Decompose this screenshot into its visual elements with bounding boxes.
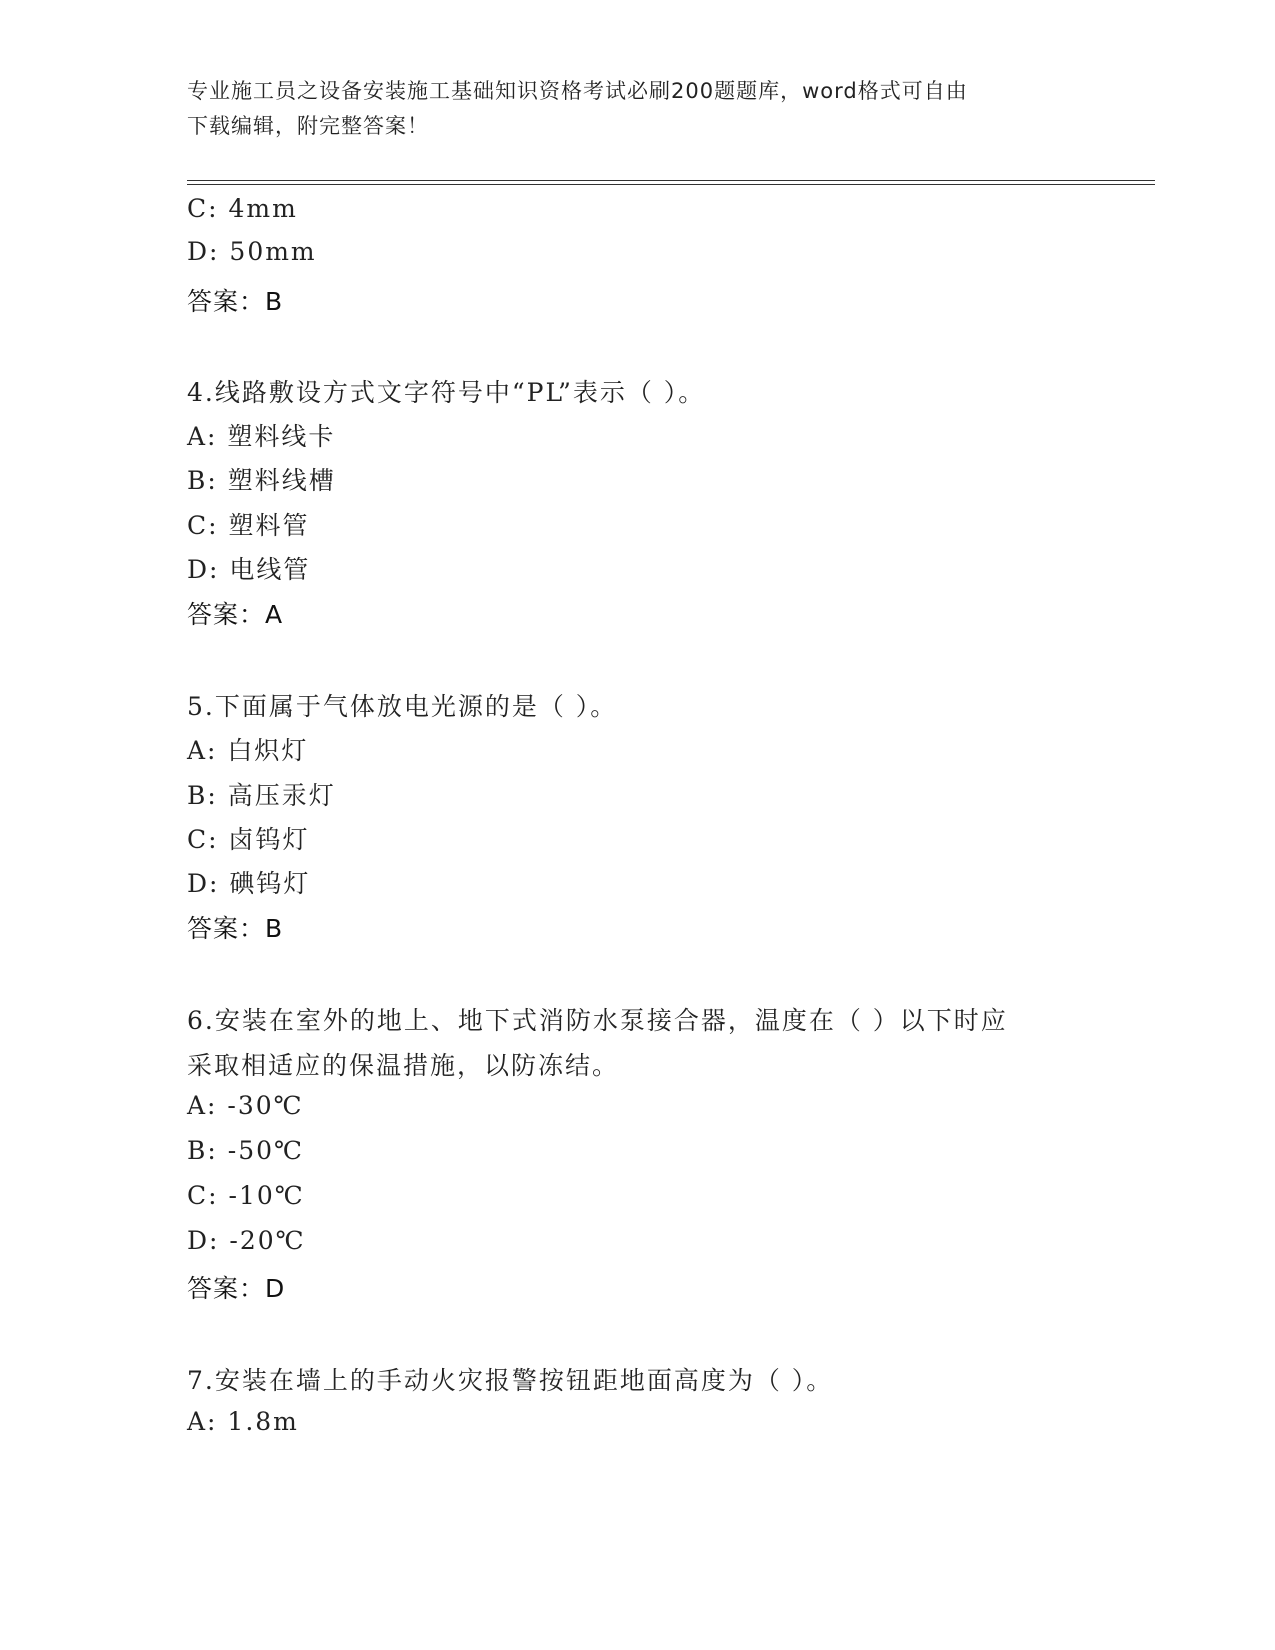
q5-answer: 答案：B bbox=[187, 914, 284, 943]
q7-option-a: A: 1.8m bbox=[187, 1407, 299, 1436]
q5-option-b: B: 高压汞灯 bbox=[187, 781, 336, 810]
header-line-2: 下载编辑，附完整答案！ bbox=[187, 114, 429, 138]
header-divider-bottom bbox=[187, 184, 1155, 185]
header-line-1: 专业施工员之设备安装施工基础知识资格考试必刷200题题库，word格式可自由 bbox=[187, 79, 968, 103]
q4-option-b: B: 塑料线槽 bbox=[187, 466, 336, 495]
q3-answer: 答案：B bbox=[187, 287, 284, 316]
q5-option-c: C: 卤钨灯 bbox=[187, 825, 310, 854]
q5-stem: 5.下面属于气体放电光源的是（ ）。 bbox=[187, 692, 618, 721]
q5-option-a: A: 白炽灯 bbox=[187, 736, 309, 765]
q3-option-c: C: 4mm bbox=[187, 194, 298, 223]
q5-option-d: D: 碘钨灯 bbox=[187, 869, 311, 898]
q6-option-c: C: -10℃ bbox=[187, 1181, 305, 1210]
q4-option-d: D: 电线管 bbox=[187, 555, 311, 584]
q6-option-b: B: -50℃ bbox=[187, 1136, 304, 1165]
q6-stem-line-2: 采取相适应的保温措施，以防冻结。 bbox=[187, 1051, 620, 1080]
header-divider-top bbox=[187, 180, 1155, 181]
q6-option-d: D: -20℃ bbox=[187, 1226, 306, 1255]
document-header bbox=[187, 74, 1087, 144]
q6-stem-line-1: 6.安装在室外的地上、地下式消防水泵接合器，温度在（ ）以下时应 bbox=[187, 1006, 1008, 1035]
q4-stem: 4.线路敷设方式文字符号中“PL”表示（ ）。 bbox=[187, 378, 706, 407]
q6-option-a: A: -30℃ bbox=[187, 1091, 304, 1120]
q6-answer: 答案：D bbox=[187, 1274, 286, 1303]
q3-option-d: D: 50mm bbox=[187, 237, 317, 266]
q4-option-a: A: 塑料线卡 bbox=[187, 422, 336, 451]
q4-answer: 答案：A bbox=[187, 600, 284, 629]
q7-stem: 7.安装在墙上的手动火灾报警按钮距地面高度为（ ）。 bbox=[187, 1366, 834, 1395]
q4-option-c: C: 塑料管 bbox=[187, 511, 310, 540]
